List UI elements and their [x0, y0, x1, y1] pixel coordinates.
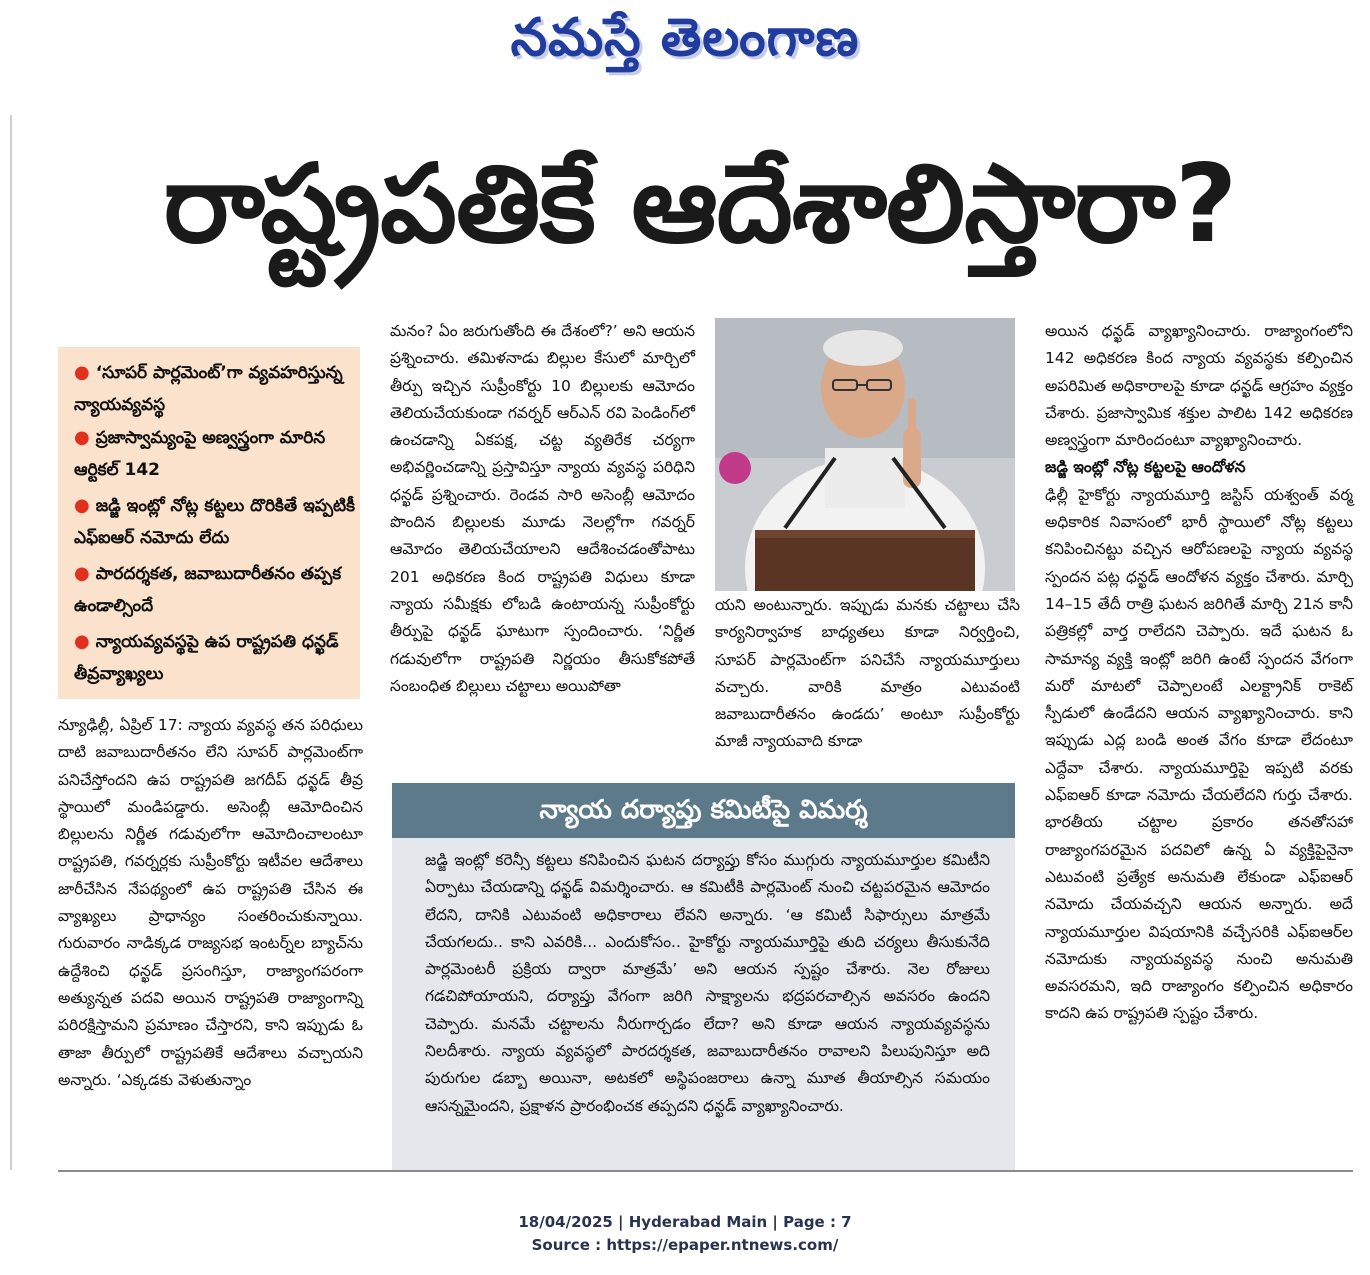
speaker-photo	[715, 318, 1015, 591]
article-column-2: మనం? ఏం జరుగుతోంది ఈ దేశంలో?’ అని ఆయన ప్రశ్నించారు. తమిళనాడు బిల్లుల కేసులో మార్చిలో తీర్పు ఇచ్చిన సుప్రీంకోర్టు 10 బిల్లులకు ఆమోదం తెలియచేయకుండా గవర్నర్ ఆర్ఎన్ రవి పెండింగ్‌లో ఉంచడాన్ని ఏకపక్ష, చట్ట వ్యతిరేక చర్యగా అభివర్ణించడాన్ని ప్రస్తావిస్తూ న్యాయ వ్యవస్థ పరిధిని ధన్ఖడ్ ప్రశ్నించారు. రెండవ సారి అసెంబ్లీ ఆమోదం పొందిన బిల్లులకు మూడు నెలల్లోగా గవర్నర్ ఆమోదం తెలియచేయాలని ఆదేశించడంతోపాటు 201 అధికరణ కింద రాష్ట్రపతి విధులు కూడా న్యాయ సమీక్షకు లోబడి ఉంటాయన్న సుప్రీంకోర్టు తీర్పుపై ధన్ఖడ్ ఘాటుగా స్పందించారు. ‘నిర్ణీత గడువులోగా రాష్ట్రపతి నిర్ణయం తీసుకోకపోతే సంబంధిత బిల్లులు చట్టాలు అయిపోతా	[390, 322, 695, 695]
footer-date-edition: 18/04/2025 | Hyderabad Main | Page : 7	[518, 1213, 852, 1231]
bullet-icon: ●	[74, 362, 90, 383]
article-column-3: యని అంటున్నారు. ఇప్పుడు మనకు చట్టాలు చేసి కార్యనిర్వాహక బాధ్యతలు కూడా నిర్వర్తించి, సూపర్ పార్లమెంట్‌గా పనిచేసే న్యాయమూర్తులు వచ్చారు. వారికి మాత్రం ఎటువంటి జవాబుదారీతనం ఉండదు’ అంటూ సుప్రీంకోర్టు మాజీ న్యాయవాది కూడా	[715, 596, 1020, 751]
bullet-icon: ●	[74, 427, 90, 448]
highlight-item: ● ప్రజాస్వామ్యంపై అణ్వస్త్రంగా మారిన ఆర్టికల్ 142	[74, 427, 326, 480]
highlight-item: ● న్యాయవ్యవస్థపై ఉప రాష్ట్రపతి ధన్ఖడ్ తీవ్రవ్యాఖ్యలు	[74, 631, 339, 684]
left-divider	[10, 115, 12, 1170]
headline: రాష్ట్రపతికే ఆదేశాలిస్తారా?	[163, 142, 1237, 267]
footer-source-link[interactable]: Source : https://epaper.ntnews.com/	[531, 1236, 839, 1254]
bottom-divider	[58, 1170, 1353, 1172]
bullet-icon: ●	[74, 631, 90, 652]
photo-illustration	[715, 318, 1015, 591]
highlight-item: ● జడ్జి ఇంట్లో నోట్ల కట్టలు దొరికితే ఇప్పటికీ ఎఫ్ఐఆర్ నమోదు లేదు	[74, 495, 356, 548]
column-4-text-a: అయిన ధన్ఖడ్ వ్యాఖ్యానించారు. రాజ్యాంగంలోని 142 అధికరణ కింద న్యాయ వ్యవస్థకు కల్పించిన అపరిమిత అధికారాలపై కూడా ధన్ఖడ్ ఆగ్రహం వ్యక్తం చేశారు. ప్రజాస్వామిక శక్తుల పాలిట 142 అధికరణ అణ్వస్త్రంగా మారిందంటూ వ్యాఖ్యానించారు.	[1045, 322, 1353, 450]
masthead-logo: నమస్తే తెలంగాణ	[510, 8, 860, 68]
sidebar-box-text: జడ్జి ఇంట్లో కరెన్సీ కట్టలు కనిపించిన ఘటన దర్యాప్తు కోసం ముగ్గురు న్యాయమూర్తుల కమిటీని ఏర్పాటు చేయడాన్ని ధన్ఖడ్ విమర్శించారు. ఆ కమిటీకి పార్లమెంట్ నుంచి చట్టపరమైన ఆమోదం లేదని, దానికి ఎటువంటి అధికారాలు లేవని అన్నారు. ‘ఆ కమిటీ సిఫార్సులు మాత్రమే చేయగలదు.. కాని ఎవరికి... ఎందుకోసం.. హైకోర్టు న్యాయమూర్తిపై తుది చర్యలు తీసుకునేది పార్లమెంటరీ ప్రక్రియ ద్వారా మాత్రమే’ అని ఆయన స్పష్టం చేశారు. నెల రోజులు గడచిపోయాయని, దర్యాప్తు వేగంగా జరిగి సాక్ష్యాలను భద్రపరచాల్సిన అవసరం ఉందని చెప్పారు. మనమే చట్టాలను నీరుగార్చడం లేదా? అని కూడా ఆయన న్యాయవ్యవస్థను నిలదీశారు. న్యాయ వ్యవస్థలో పారదర్శకత, జవాబుదారీతనం రావాలని పిలుపునిస్తూ అది పురుగుల డబ్బా అయినా, అటకలో అస్థిపంజరాలు ఉన్నా మూత తీయాల్సిన సమయం ఆసన్నమైందని, ప్రక్షాళన ప్రారంభించక తప్పదని ధన్ఖడ్ వ్యాఖ్యానించారు.	[425, 851, 990, 1115]
highlight-item: ● పారదర్శకత, జవాబుదారీతనం తప్పక ఉండాల్సిందే	[74, 563, 342, 616]
bullet-icon: ●	[74, 563, 90, 584]
bullet-icon: ●	[74, 495, 90, 516]
highlight-item: ● ‘సూపర్ పార్లమెంట్’గా వ్యవహరిస్తున్న న్యాయవ్యవస్థ	[74, 362, 343, 415]
article-column-1: న్యూఢిల్లీ, ఏప్రిల్ 17: న్యాయ వ్యవస్థ తన పరిధులు దాటి జవాబుదారీతనం లేని సూపర్ పార్లమెంట్‌గా పనిచేస్తోందని ఉప రాష్ట్రపతి జగదీప్ ధన్ఖడ్ తీవ్ర స్థాయిలో మండిపడ్డారు. అసెంబ్లీ ఆమోదించిన బిల్లులను నిర్ణీత గడువులోగా ఆమోదించాలంటూ రాష్ట్రపతి, గవర్నర్లకు సుప్రీంకోర్టు ఇటీవల ఆదేశాలు జారీచేసిన నేపథ్యంలో ఉప రాష్ట్రపతి చేసిన ఈ వ్యాఖ్యలు ప్రాధాన్యం సంతరించుకున్నాయి. గురువారం నాడిక్కడ రాజ్యసభ ఇంటర్న్‌ల బ్యాచ్‌ను ఉద్దేశించి ధన్ఖడ్ ప్రసంగిస్తూ, రాజ్యాంగపరంగా అత్యున్నత పదవి అయిన రాష్ట్రపతి రాజ్యాంగాన్ని పరిరక్షిస్తామని ప్రమాణం చేస్తారని, కాని ఇప్పుడు ఓ తాజా తీర్పులో రాష్ట్రపతికే ఆదేశాలు వచ్చాయని అన్నారు. ‘ఎక్కడకు వెళుతున్నాం	[58, 716, 363, 1089]
column-4-subheading: జడ్జి ఇంట్లో నోట్ల కట్టలపై ఆందోళన	[1045, 458, 1246, 477]
sidebar-box-heading: న్యాయ దర్యాప్తు కమిటీపై విమర్శ	[392, 783, 1015, 838]
article-column-4	[1045, 318, 1353, 1028]
column-4-text-b: ఢిల్లీ హైకోర్టు న్యాయమూర్తి జస్టిస్ యశ్వంత్ వర్మ అధికారిక నివాసంలో భారీ స్థాయిలో నోట్ల కట్టలు కనిపించినట్టు వచ్చిన ఆరోపణలపై న్యాయ వ్యవస్థ స్పందన పట్ల ధన్ఖడ్ ఆందోళన వ్యక్తం చేశారు. మార్చి 14–15 తేదీ రాత్రి ఘటన జరిగితే మార్చి 21న కానీ పత్రికల్లో వార్త రాలేదని చెప్పారు. ఇదే ఘటన ఓ సామాన్య వ్యక్తి ఇంట్లో జరిగి ఉంటే స్పందన వేగంగా మరో మాటలో చెప్పాలంటే ఎలక్ట్రానిక్ రాకెట్ స్పీడులో ఉండేదని ఆయన వ్యాఖ్యానించారు. కాని ఇప్పుడు ఎద్ల బండి అంత వేగం కూడా లేదంటూ ఎద్దేవా చేశారు. న్యాయమూర్తిపై ఇప్పటి వరకు ఎఫ్ఐఆర్ కూడా నమోదు చేయలేదని గుర్తు చేశారు. భారతీయ చట్టాల ప్రకారం తనతోసహా రాజ్యాంగపరమైన పదవిలో ఉన్న ఏ వ్యక్తిపైనైనా ఎటువంటి ప్రత్యేక అనుమతి లేకుండా ఎఫ్ఐఆర్ నమోదు చేయవచ్చని ఆయన అన్నారు. అదే న్యాయమూర్తుల విషయానికి వచ్చేసరికి ఎఫ్ఐఆర్‌ల నమోదుకు న్యాయవ్యవస్థ నుంచి అనుమతి అవసరమని, ఇది రాజ్యాంగం కల్పించిన అధికారం కాదని ఉప రాష్ట్రపతి స్పష్టం చేశారు.	[1045, 485, 1353, 1023]
